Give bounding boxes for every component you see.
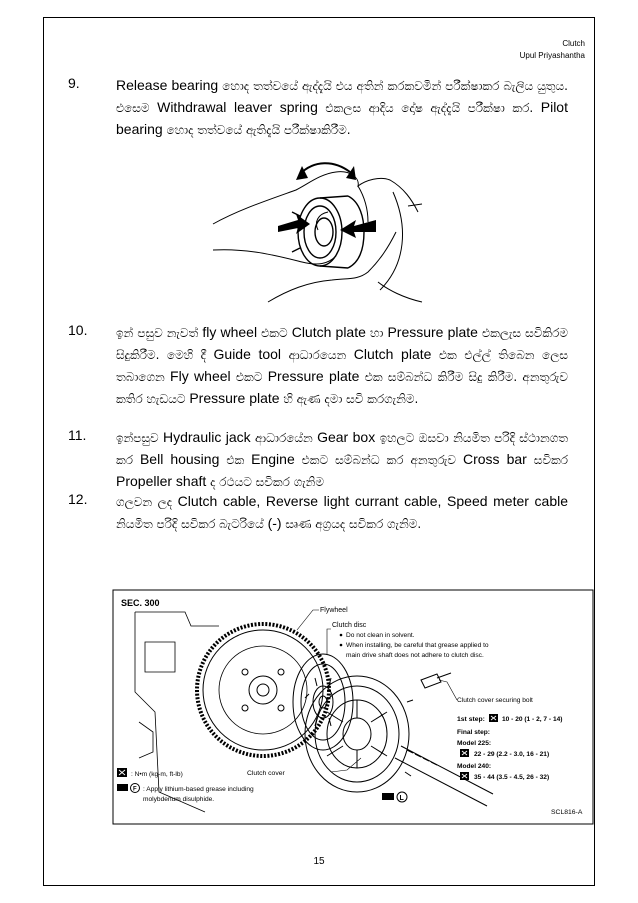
legend-torque: : N•m (kg-m, ft-lb) bbox=[131, 771, 183, 778]
english-term: Pressure plate bbox=[189, 390, 280, 406]
model240-label: Model 240: bbox=[457, 763, 492, 770]
step-text bbox=[116, 427, 568, 493]
sinhala-text: එක සම්බන්ධ කිරීම සිදු කිරීම. අනතුරුව කතිර හැඩයට bbox=[116, 370, 568, 406]
svg-text:F: F bbox=[133, 786, 137, 793]
bearing-illustration bbox=[208, 152, 426, 312]
english-term: Pressure plate bbox=[387, 324, 478, 340]
english-term: (-) bbox=[267, 515, 282, 531]
english-term: Clutch plate bbox=[291, 324, 366, 340]
legend-grease-2: molybdenum disulphide. bbox=[143, 796, 215, 803]
clutch-diagram bbox=[95, 582, 599, 832]
sinhala-text: ඉන්පසුව bbox=[116, 431, 163, 445]
step-text bbox=[116, 322, 568, 410]
english-term: fly wheel bbox=[202, 324, 258, 340]
english-term: Bell housing bbox=[139, 451, 220, 467]
step-number: 9. bbox=[68, 75, 80, 91]
bolt-label: Clutch cover securing bolt bbox=[457, 697, 533, 704]
final-step-label: Final step: bbox=[457, 729, 490, 736]
english-term: Guide tool bbox=[213, 346, 282, 362]
sinhala-text: ද රථයට සවිකර ගැනිම bbox=[206, 475, 325, 489]
step1-label: 1st step: bbox=[457, 716, 485, 723]
flywheel-label: Flywheel bbox=[320, 607, 348, 614]
sinhala-text: එක bbox=[219, 453, 252, 467]
step-12 bbox=[68, 491, 568, 535]
sinhala-text: සෘණ අග්‍රයද සවිකර ගැනිම. bbox=[281, 517, 422, 531]
torque-icon bbox=[460, 772, 469, 780]
english-term: Pilot bearing bbox=[116, 99, 568, 137]
english-term: Engine bbox=[251, 451, 295, 467]
torque-icon bbox=[117, 768, 127, 777]
sinhala-text: නියමිත පරිදි සවිකර බැටරියේ bbox=[116, 517, 268, 531]
sinhala-text: එකලැස සවිකිරම සිදුකිරීම. මෙහි දී bbox=[116, 326, 568, 362]
step1-value: 10 - 20 (1 - 2, 7 - 14) bbox=[502, 716, 563, 723]
diagram-code: SCL816-A bbox=[551, 809, 583, 816]
sinhala-text: සවිකර bbox=[526, 453, 569, 467]
sinhala-text: හි ඇණ දමා සවි කරගැනිම. bbox=[279, 392, 419, 406]
english-term: Withdrawal leaver spring bbox=[157, 99, 318, 115]
disc-note-3: main drive shaft does not adhere to clutch disc. bbox=[346, 652, 484, 659]
english-term: Gear box bbox=[317, 429, 376, 445]
legend-grease-1: : Apply lithium-based grease including bbox=[143, 786, 254, 793]
step-11 bbox=[68, 427, 568, 493]
sinhala-text: හොද තත්වයේ ඇතිදැයි පරීක්ෂාකිරීම. bbox=[162, 123, 351, 137]
sinhala-text: එකලස ආදිය දෝෂ ඇද්දැයි පරීක්ෂා කර. bbox=[317, 101, 541, 115]
english-term: Pressure plate bbox=[267, 368, 360, 384]
step-number: 10. bbox=[68, 322, 88, 338]
english-term: Fly wheel bbox=[170, 368, 231, 384]
page-number: 15 bbox=[313, 856, 325, 867]
sinhala-text: හා bbox=[365, 326, 388, 340]
step-text bbox=[116, 75, 568, 141]
header-author: Upul Priyashantha bbox=[519, 51, 585, 60]
model225-label: Model 225: bbox=[457, 740, 492, 747]
step-9 bbox=[68, 75, 568, 141]
sinhala-text: ආධාරයේන bbox=[250, 431, 318, 445]
sinhala-text: ගලවන ලද bbox=[116, 495, 178, 509]
model240-value: 35 - 44 (3.5 - 4.5, 26 - 32) bbox=[474, 774, 550, 781]
sinhala-text: එකට bbox=[230, 370, 268, 384]
sinhala-text: එක එල්ල් තිබෙන ලෙස තබාගෙන bbox=[116, 348, 568, 384]
step-number: 12. bbox=[68, 491, 88, 507]
english-term: Cross bar bbox=[462, 451, 527, 467]
sinhala-text: එකට bbox=[257, 326, 292, 340]
english-term: Release bearing bbox=[116, 77, 219, 93]
clutch-disc-label: Clutch disc bbox=[332, 622, 367, 629]
sinhala-text: එකට සම්බන්ධ කර අනතුරුව bbox=[294, 453, 463, 467]
english-term: Hydraulic jack bbox=[163, 429, 251, 445]
sinhala-text: ඉහලට ඔසවා නියමිත පරිදි ස්ථානගත කර bbox=[116, 431, 569, 467]
sinhala-text: හොද තත්වයේ ඇද්දැයි එය අතින් කරකවමින් පරීක්ෂාකර බැලිය යුතුය. එසෙම bbox=[116, 79, 568, 115]
model225-value: 22 - 29 (2.2 - 3.0, 16 - 21) bbox=[474, 751, 550, 758]
clutch-cover-label: Clutch cover bbox=[247, 770, 285, 777]
torque-icon bbox=[489, 714, 498, 722]
english-term: Propeller shaft bbox=[116, 473, 207, 489]
sinhala-text: ආධාරයෙන bbox=[281, 348, 354, 362]
torque-icon bbox=[460, 749, 469, 757]
svg-text:L: L bbox=[399, 795, 404, 802]
step-text bbox=[116, 491, 568, 535]
english-term: Clutch cable, Reverse light currant cable, Speed meter cable bbox=[177, 493, 568, 509]
disc-note-2: When installing, be careful that grease applied to bbox=[346, 642, 489, 649]
english-term: Clutch plate bbox=[353, 346, 432, 362]
step-10 bbox=[68, 322, 568, 410]
sinhala-text: ඉන් පසුව නැවත් bbox=[116, 326, 203, 340]
section-label: SEC. 300 bbox=[121, 598, 160, 608]
header-title: Clutch bbox=[562, 39, 585, 48]
step-number: 11. bbox=[68, 427, 87, 443]
disc-note-1: Do not clean in solvent. bbox=[346, 632, 415, 639]
